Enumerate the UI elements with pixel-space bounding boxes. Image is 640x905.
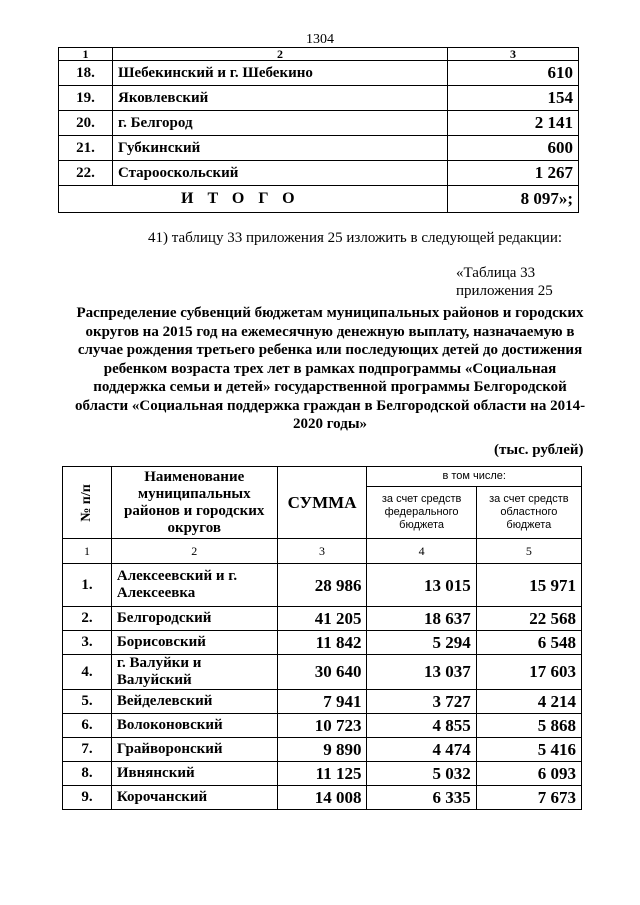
federal-value: 5 032 (367, 762, 476, 786)
sum-value: 9 890 (277, 738, 367, 762)
district-name: Ивнянский (111, 762, 277, 786)
federal-value: 5 294 (367, 631, 476, 655)
row-number: 22. (59, 161, 113, 186)
amount: 610 (448, 61, 579, 86)
header-sum: СУММА (277, 467, 367, 539)
row-number: 18. (59, 61, 113, 86)
amendment-instruction: 41) таблицу 33 приложения 25 изложить в следующей редакции: (148, 230, 563, 246)
table1-row (59, 161, 579, 186)
sum-value: 41 205 (277, 607, 367, 631)
regional-value: 7 673 (476, 786, 581, 810)
table1-column-numbers (59, 48, 579, 61)
sum-value: 10 723 (277, 714, 367, 738)
federal-value: 13 015 (367, 564, 476, 607)
regional-value: 22 568 (476, 607, 581, 631)
regional-value: 15 971 (476, 564, 581, 607)
regional-value: 6 548 (476, 631, 581, 655)
table-row (63, 738, 582, 762)
table-row (63, 714, 582, 738)
regional-value: 4 214 (476, 690, 581, 714)
col-number: 1 (63, 539, 112, 564)
federal-value: 3 727 (367, 690, 476, 714)
col-number: 3 (277, 539, 367, 564)
district-name: Волоконовский (111, 714, 277, 738)
table-row (63, 655, 582, 690)
district-name: Яковлевский (113, 86, 448, 111)
row-number: 5. (63, 690, 112, 714)
table2-header-row (63, 467, 582, 487)
table-row (63, 690, 582, 714)
header-row-number: № п/п (63, 467, 112, 539)
district-name: Губкинский (113, 136, 448, 161)
total-value: 8 097»; (448, 186, 579, 213)
caption-line: приложения 25 (456, 283, 553, 299)
table2-column-numbers (63, 539, 582, 564)
district-name: г. Белгород (113, 111, 448, 136)
total-label: ИТОГО (59, 186, 448, 213)
page-number: 1304 (306, 32, 334, 47)
table1-row (59, 136, 579, 161)
header-district-name: Наименование муниципальных районов и городских округов (111, 467, 277, 539)
federal-value: 6 335 (367, 786, 476, 810)
row-number: 2. (63, 607, 112, 631)
table1-col-header: 1 (59, 48, 113, 61)
col-number: 2 (111, 539, 277, 564)
row-number: 8. (63, 762, 112, 786)
district-name: г. Валуйки и Валуйский (111, 655, 277, 690)
sum-value: 11 125 (277, 762, 367, 786)
district-name: Шебекинский и г. Шебекино (113, 61, 448, 86)
regional-value: 5 868 (476, 714, 581, 738)
amount: 600 (448, 136, 579, 161)
regional-value: 17 603 (476, 655, 581, 690)
document-heading: Распределение субвенций бюджетам муниципальных районов и городских округов на 2015 год на ежемесячную денежную выплату, назначаемую в случае рождения третьего ребенка или последующих детей до достижения ребенком возраста трех лет в рамках подпрограммы «Социальная поддержка семьи и детей» государственной программы Белгородской области «Социальная поддержка граждан в Белгородской области на 2014-2020 годы» (74, 305, 586, 432)
table1-col-header: 3 (448, 48, 579, 61)
sum-value: 30 640 (277, 655, 367, 690)
district-name: Белгородский (111, 607, 277, 631)
col-number: 5 (476, 539, 581, 564)
row-number: 6. (63, 714, 112, 738)
table1-row (59, 86, 579, 111)
district-name: Борисовский (111, 631, 277, 655)
sum-value: 28 986 (277, 564, 367, 607)
federal-value: 4 474 (367, 738, 476, 762)
header-federal: за счет средств федерального бюджета (367, 487, 476, 539)
federal-value: 4 855 (367, 714, 476, 738)
header-regional: за счет средств областного бюджета (476, 487, 581, 539)
col-number: 4 (367, 539, 476, 564)
row-number: 4. (63, 655, 112, 690)
amount: 154 (448, 86, 579, 111)
row-number: 9. (63, 786, 112, 810)
amount: 2 141 (448, 111, 579, 136)
federal-value: 13 037 (367, 655, 476, 690)
sum-value: 7 941 (277, 690, 367, 714)
table1-row (59, 61, 579, 86)
sum-value: 14 008 (277, 786, 367, 810)
table-row (63, 631, 582, 655)
row-number: 1. (63, 564, 112, 607)
row-number: 19. (59, 86, 113, 111)
district-name: Грайворонский (111, 738, 277, 762)
table1-total-row (59, 186, 579, 213)
regional-value: 6 093 (476, 762, 581, 786)
table1-row (59, 111, 579, 136)
district-name: Алексеевский и г. Алексеевка (111, 564, 277, 607)
district-name: Вейделевский (111, 690, 277, 714)
table-row (63, 786, 582, 810)
row-number: 3. (63, 631, 112, 655)
sum-value: 11 842 (277, 631, 367, 655)
table1-col-header: 2 (113, 48, 448, 61)
row-number: 20. (59, 111, 113, 136)
row-number: 7. (63, 738, 112, 762)
subvention-table (62, 466, 582, 810)
table-row (63, 762, 582, 786)
table-row (63, 607, 582, 631)
district-name: Корочанский (111, 786, 277, 810)
allocation-table-continued (58, 47, 579, 213)
regional-value: 5 416 (476, 738, 581, 762)
amount: 1 267 (448, 161, 579, 186)
federal-value: 18 637 (367, 607, 476, 631)
row-number: 21. (59, 136, 113, 161)
header-including: в том числе: (367, 467, 582, 487)
units-label: (тыс. рублей) (494, 442, 584, 458)
district-name: Старооскольский (113, 161, 448, 186)
table-row (63, 564, 582, 607)
table-caption (456, 264, 553, 300)
caption-line: «Таблица 33 (456, 265, 536, 281)
